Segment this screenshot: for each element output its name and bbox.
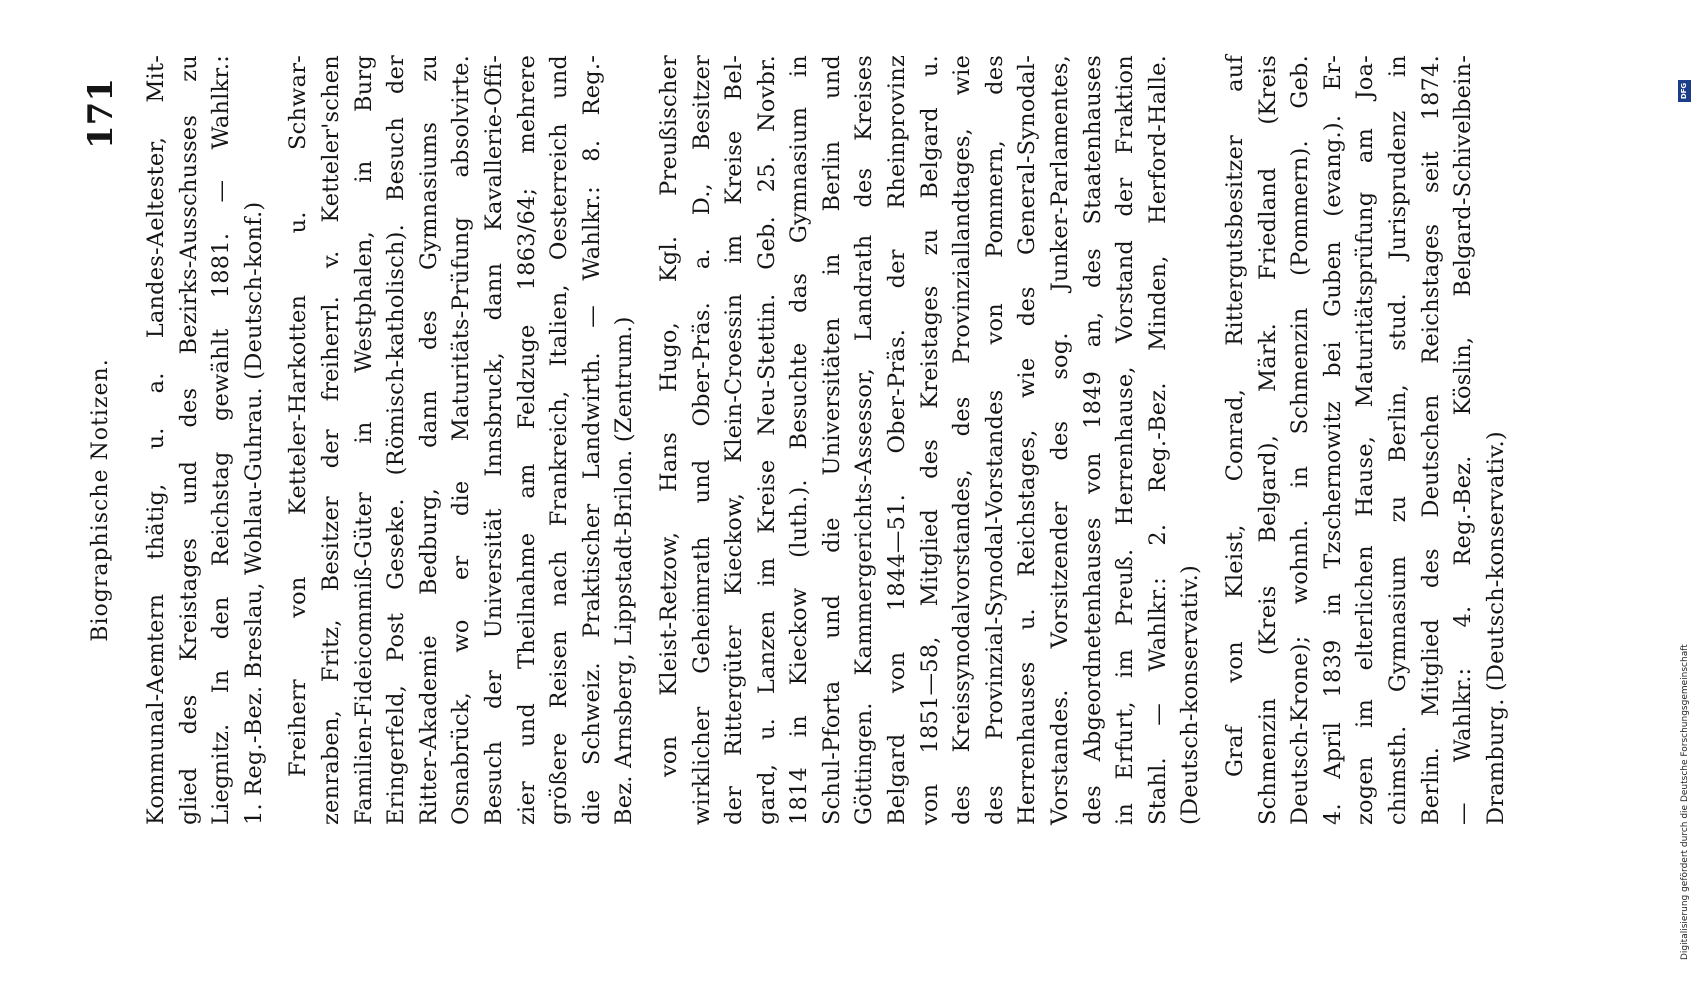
text-line: Deutsch-Krone); wohnh. in Schmenzin (Pommern). Geb. bbox=[1287, 55, 1314, 825]
text-line: Vorstandes. Vorsitzender des sog. Junker-Parlamentes, bbox=[1047, 55, 1074, 825]
text-line: chimsth. Gymnasium zu Berlin, stud. Jurisprudenz in bbox=[1384, 55, 1411, 825]
text-line: 1. Reg.-Bez. Breslau, Wohlau-Guhrau. (Deutsch-konf.) bbox=[240, 201, 267, 825]
body-text bbox=[140, 55, 1524, 825]
text-line: zier und Theilnahme am Feldzuge 1863/64; mehrere bbox=[513, 55, 540, 825]
text-line: Familien-Fideicommiß-Güter in Westphalen, in Burg bbox=[350, 55, 377, 825]
text-line: in Erfurt, im Preuß. Herrenhause, Vorstand der Fraktion bbox=[1112, 55, 1139, 825]
text-line: des Kreissynodalvorstandes, des Provinziallandtages, wie bbox=[949, 55, 976, 825]
dfg-logo-icon: DFG bbox=[1678, 80, 1691, 102]
text-line: von 1851—58, Mitglied des Kreistages zu Belgard u. bbox=[916, 55, 943, 825]
text-line: Dramburg. (Deutsch-konservativ.) bbox=[1482, 431, 1509, 825]
paragraph-graf-kleist-entry bbox=[1219, 55, 1512, 825]
running-title: Biographische Notizen. bbox=[88, 358, 113, 642]
text-line: Göttingen. Kammergerichts-Assessor, Landrath des Kreises bbox=[851, 55, 878, 825]
running-header bbox=[81, 0, 121, 1000]
text-line: 4. April 1839 in Tzschernowitz bei Guben (evang.). Er- bbox=[1319, 55, 1346, 825]
text-line: Besuch der Universität Innsbruck, dann Kavallerie-Offi- bbox=[480, 55, 507, 825]
text-line: größere Reisen nach Frankreich, Italien, Oesterreich und bbox=[546, 55, 573, 825]
text-line: wirklicher Geheimrath und Ober-Präs. a. D., Besitzer bbox=[688, 55, 715, 825]
text-line: Belgard von 1844—51. Ober-Präs. der Rheinprovinz bbox=[884, 55, 911, 825]
paragraph-kleist-retzow-entry bbox=[653, 55, 1207, 825]
digitization-credit bbox=[1675, 80, 1695, 960]
text-line: glied des Kreistages und des Bezirks-Ausschusses zu bbox=[175, 55, 202, 825]
text-line: Bez. Arnsberg, Lippstadt-Brilon. (Zentrum.) bbox=[611, 316, 638, 825]
text-line: gard, u. Lanzen im Kreise Neu-Stettin. Geb. 25. Novbr. bbox=[753, 55, 780, 825]
text-line: Ritter-Akademie Bedburg, dann des Gymnasiums zu bbox=[415, 55, 442, 825]
text-line: des Provinzial-Synodal-Vorstandes von Pommern, des bbox=[981, 55, 1008, 825]
text-line: Schul-Pforta und die Universitäten in Berlin und bbox=[818, 55, 845, 825]
text-line: der Rittergüter Kieckow, Klein-Croessin im Kreise Bel- bbox=[721, 55, 748, 825]
text-line: von Kleist-Retzow, Hans Hugo, Kgl. Preußischer bbox=[655, 55, 682, 777]
text-line: zogen im elterlichen Hause, Maturitätsprüfung am Joa- bbox=[1352, 55, 1379, 825]
text-line: Kommunal-Aemtern thätig, u. a. Landes-Aeltester, Mit- bbox=[143, 55, 169, 825]
text-line: Schmenzin (Kreis Belgard), Märk. Friedland (Kreis bbox=[1254, 55, 1281, 825]
text-line: Herrenhauses u. Reichstages, wie des General-Synodal- bbox=[1014, 55, 1041, 825]
page-number: 171 bbox=[81, 78, 121, 149]
digitization-credit-text: Digitalisierung gefördert durch die Deutsche Forschungsgemeinschaft bbox=[1680, 644, 1690, 960]
text-line: — Wahlkr.: 4. Reg.-Bez. Köslin, Belgard-Schivelbein- bbox=[1450, 55, 1477, 825]
text-line: Stahl. — Wahlkr.: 2. Reg.-Bez. Minden, Herford-Halle. bbox=[1144, 55, 1171, 825]
text-line: Osnabrück, wo er die Maturitäts-Prüfung absolvirte. bbox=[448, 55, 475, 825]
paragraph-ketteler-entry bbox=[282, 55, 641, 825]
text-line: zenraben, Fritz, Besitzer der freiherrl. v. Ketteler'schen bbox=[317, 55, 344, 825]
text-line: 1814 in Kieckow (luth.). Besuchte das Gymnasium in bbox=[786, 55, 813, 825]
text-line: Liegnitz. In den Reichstag gewählt 1881. — Wahlkr.: bbox=[208, 55, 235, 825]
text-line: die Schweiz. Praktischer Landwirth. — Wahlkr.: 8. Reg.- bbox=[578, 55, 605, 825]
paragraph-liegnitz-entry bbox=[140, 55, 270, 825]
text-line: Berlin. Mitglied des Deutschen Reichstages seit 1874. bbox=[1417, 55, 1444, 825]
text-line: Freiherr von Ketteler-Harkotten u. Schwar- bbox=[285, 55, 312, 777]
text-line: des Abgeordnetenhauses von 1849 an, des Staatenhauses bbox=[1079, 55, 1106, 825]
text-line: (Deutsch-konservativ.) bbox=[1177, 565, 1204, 825]
text-line: Eringerfeld, Post Geseke. (Römisch-katholisch). Besuch der bbox=[383, 55, 410, 825]
text-line: Graf von Kleist, Conrad, Rittergutsbesitzer auf bbox=[1222, 55, 1248, 777]
